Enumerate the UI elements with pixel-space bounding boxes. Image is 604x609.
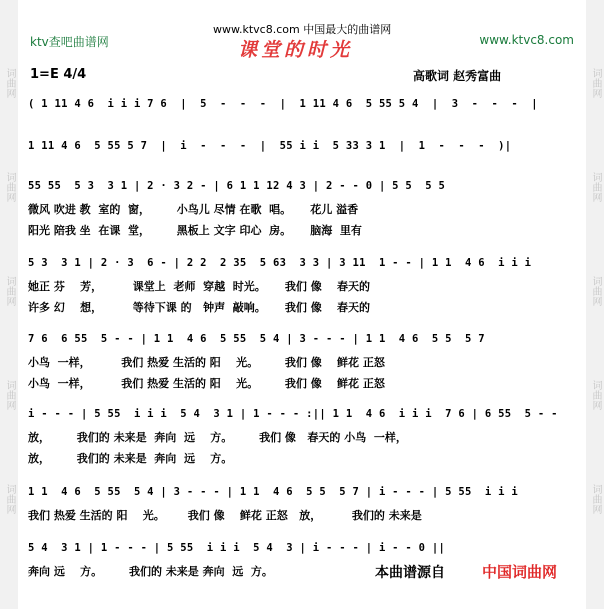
lyric-line-1: 微风 吹进 教 室的 窗， 小鸟儿 尽情 在歌 唱。 花儿 溢香 xyxy=(28,203,359,216)
side-watermark: 词曲网 xyxy=(590,380,601,410)
site-name-left: ktv查吧曲谱网 xyxy=(30,35,109,49)
source-label: 本曲谱源自 xyxy=(375,565,445,581)
notation-line: 5 3 3 1 | 2 · 3 6 - | 2 2 2 35 5 63 3 3 | 3 11 1 - - | 1 1 4 6 i i i xyxy=(28,257,532,269)
side-watermark: 词曲网 xyxy=(590,172,601,202)
side-watermark: 词曲网 xyxy=(4,380,15,410)
score-row xyxy=(28,408,574,466)
notation-line: i - - - | 5 55 i i i 5 4 3 1 | 1 - - - :|| 1 1 4 6 i i i 7 6 | 6 55 5 - - xyxy=(28,408,558,420)
notation-line: 1 1 4 6 5 55 5 4 | 3 - - - | 1 1 4 6 5 5 5 7 | i - - - | 5 55 i i i xyxy=(28,486,518,498)
score-row xyxy=(28,180,574,238)
song-credits: 高歌词 赵秀富曲 xyxy=(413,69,502,83)
right-watermark-strip xyxy=(586,0,604,609)
site-url-right: www.ktvc8.com xyxy=(479,33,574,47)
lyric-line-1: 我们 热爱 生活的 阳 光。 我们 像 鲜花 正怒 放， 我们的 未来是 xyxy=(28,509,422,522)
side-watermark: 词曲网 xyxy=(4,172,15,202)
side-watermark: 词曲网 xyxy=(590,276,601,306)
notation-line: 5 4 3 1 | 1 - - - | 5 55 i i i 5 4 3 | i - - - | i - - 0 || xyxy=(28,542,446,554)
score-row xyxy=(28,333,574,391)
song-title: 课堂的时光 xyxy=(238,39,354,61)
score-row xyxy=(28,486,574,523)
lyric-line-1: 奔向 远 方。 我们的 未来是 奔向 远 方。 xyxy=(28,565,273,578)
left-watermark-strip xyxy=(0,0,18,609)
notation-line: 1 11 4 6 5 55 5 7 | i - - - | 55 i i 5 33 3 1 | 1 - - - )| xyxy=(28,140,512,152)
score-row xyxy=(28,140,574,152)
side-watermark: 词曲网 xyxy=(4,276,15,306)
notation-line: ( 1 11 4 6 i i i 7 6 | 5 - - - | 1 11 4 6 5 55 5 4 | 3 - - - | xyxy=(28,98,538,110)
notation-line: 7 6 6 55 5 - - | 1 1 4 6 5 55 5 4 | 3 - - - | 1 1 4 6 5 5 5 7 xyxy=(28,333,485,345)
lyric-line-1: 放， 我们的 未来是 奔向 远 方。 我们 像 春天的 小鸟 一样， xyxy=(28,431,407,444)
site-slogan: www.ktvc8.com 中国最大的曲谱网 xyxy=(213,23,392,36)
lyric-line-1: 小鸟 一样， 我们 热爱 生活的 阳 光。 我们 像 鲜花 正怒 xyxy=(28,356,385,369)
lyric-line-1: 她正 芬 芳， 课堂上 老师 穿越 时光。 我们 像 春天的 xyxy=(28,280,371,293)
lyric-line-2: 放， 我们的 未来是 奔向 远 方。 xyxy=(28,452,233,465)
brand-logo-text: 中国词曲网 xyxy=(482,563,558,581)
side-watermark: 词曲网 xyxy=(590,484,601,514)
side-watermark: 词曲网 xyxy=(590,68,601,98)
side-watermark: 词曲网 xyxy=(4,68,15,98)
score-row xyxy=(28,257,574,315)
lyric-line-2: 许多 幻 想， 等待下课 的 钟声 敲响。 我们 像 春天的 xyxy=(28,301,371,314)
lyric-line-2: 阳光 陪我 坐 在课 堂， 黑板上 文字 印心 房。 脑海 里有 xyxy=(28,224,362,237)
key-signature: 1=E 4/4 xyxy=(30,67,87,82)
notation-line: 55 55 5 3 3 1 | 2 · 3 2 - | 6 1 1 12 4 3 | 2 - - 0 | 5 5 5 5 xyxy=(28,180,446,192)
lyric-line-2: 小鸟 一样， 我们 热爱 生活的 阳 光。 我们 像 鲜花 正怒 xyxy=(28,377,385,390)
score-row xyxy=(28,98,574,110)
side-watermark: 词曲网 xyxy=(4,484,15,514)
